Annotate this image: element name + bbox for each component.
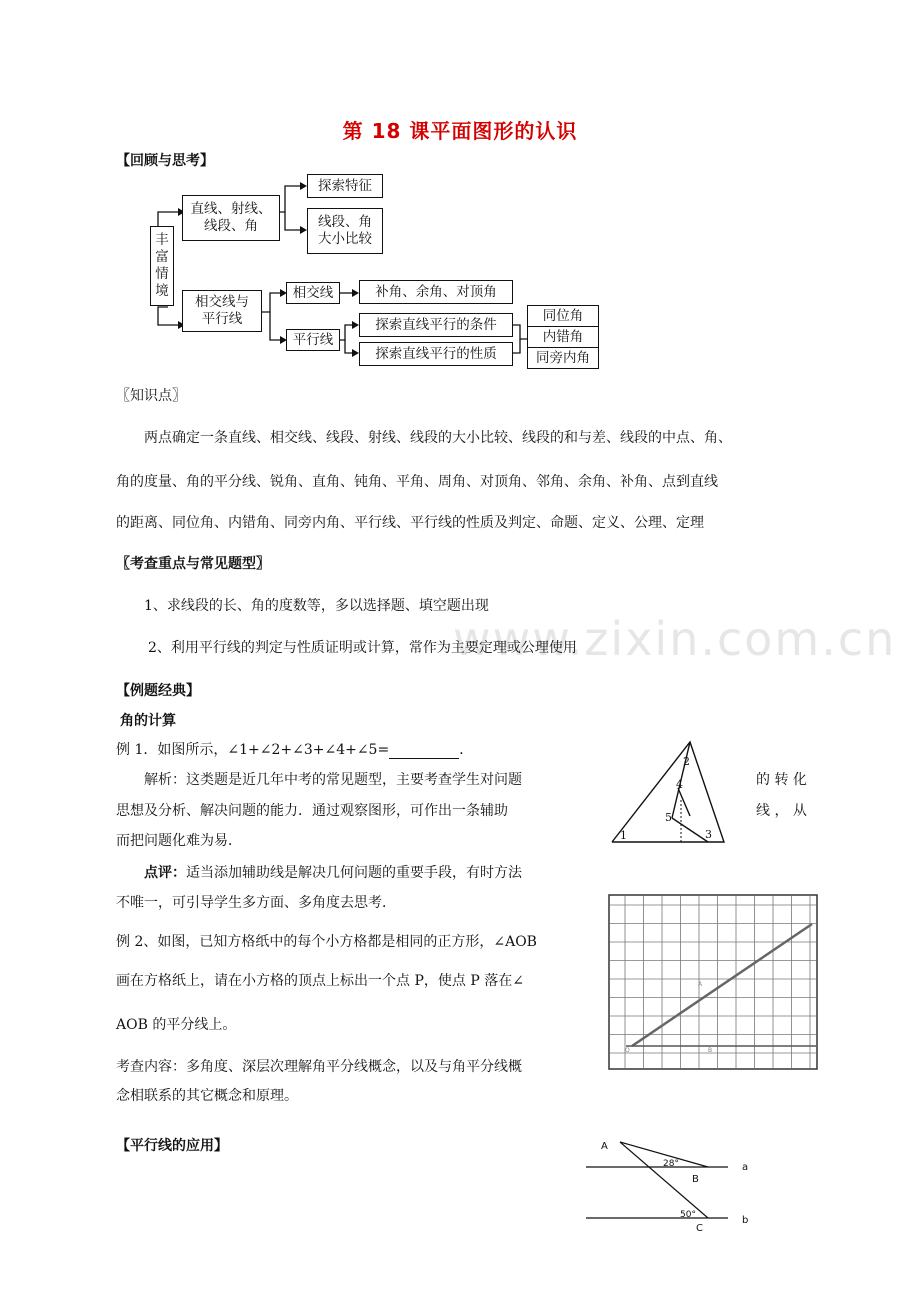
example1-question-end: ． <box>459 742 474 758</box>
corresponding-angle-box: 同位角 <box>527 305 599 327</box>
figure-label-3: 3 <box>705 828 712 841</box>
grid-label-A: A <box>698 981 703 988</box>
grid-label-B: B <box>708 1047 713 1054</box>
line-label-b: b <box>742 1215 749 1226</box>
parallel-label-B: B <box>692 1174 699 1185</box>
focus-heading: 〖考查重点与常见题型〗 <box>116 556 270 572</box>
figure-label-2: 2 <box>683 755 690 768</box>
branch-lines-relation-box: 相交线与 平行线 <box>182 290 262 332</box>
example1-question-text: 例 1．如图所示，∠1+∠2+∠3+∠4+∠5= <box>116 742 390 758</box>
parallel-heading: 【平行线的应用】 <box>116 1138 228 1154</box>
example2-line: 例 2、如图，已知方格纸中的每个小方格都是相同的正方形，∠AOB <box>116 934 537 950</box>
angle-label-28: 28° <box>663 1159 679 1169</box>
triangle-figure <box>608 738 728 848</box>
page-title: 第 18 课平面图形的认识 <box>342 119 578 143</box>
angle-kinds-box: 补角、余角、对顶角 <box>359 280 513 304</box>
knowledge-line: 两点确定一条直线、相交线、线段、射线、线段的大小比较、线段的和与差、线段的中点、角、 <box>144 430 732 446</box>
example1-review-line: 不唯一，可引导学生多方面、多角度去思考． <box>116 895 396 911</box>
example1-analysis-line: 解析：这类题是近几年中考的常见题型，主要考查学生对问题 <box>144 772 522 788</box>
parallel-conditions-box: 探索直线平行的条件 <box>359 313 513 337</box>
focus-item: 1、求线段的长、角的度数等，多以选择题、填空题出现 <box>144 598 489 614</box>
review-text: 适当添加辅助线是解决几何问题的重要手段，有时方法 <box>186 865 522 881</box>
branch-lines-box: 直线、射线、 线段、角 <box>182 195 280 241</box>
example1-analysis-tail: 线 ， 从 <box>756 803 807 819</box>
intersecting-lines-box: 相交线 <box>286 282 340 304</box>
grid-figure <box>608 894 818 1070</box>
focus-item: 2、利用平行线的判定与性质证明或计算，常作为主要定理或公理使用 <box>148 640 577 656</box>
knowledge-line: 角的度量、角的平分线、锐角、直角、钝角、平角、周角、对顶角、邻角、余角、补角、点到直线 <box>116 474 718 490</box>
review-label: 点评： <box>144 865 186 881</box>
grid-label-O: O <box>625 1047 630 1054</box>
figure-label-1: 1 <box>620 829 627 842</box>
root-box: 丰 富 情 境 <box>150 226 174 306</box>
watermark: www.zixin.com.cn <box>453 612 897 666</box>
parallel-lines-figure <box>580 1130 760 1235</box>
knowledge-heading: 〖知识点〗 <box>116 388 186 404</box>
figure-label-5: 5 <box>665 811 672 824</box>
review-heading: 【回顾与思考】 <box>116 153 214 169</box>
example1-analysis-line: 思想及分析、解决问题的能力．通过观察图形，可作出一条辅助 <box>116 803 508 819</box>
answer-blank <box>389 744 459 759</box>
examples-heading: 【例题经典】 <box>116 683 200 699</box>
parallel-label-A: A <box>601 1141 608 1152</box>
explore-features-box: 探索特征 <box>307 174 383 198</box>
knowledge-line: 的距离、同位角、内错角、同旁内角、平行线、平行线的性质及判定、命题、定义、公理、定理 <box>116 515 704 531</box>
angle-calc-subheading: 角的计算 <box>120 713 176 729</box>
compare-size-box: 线段、角 大小比较 <box>307 208 383 254</box>
alternate-angle-box: 内错角 <box>527 326 599 348</box>
example2-content: 考查内容：多角度、深层次理解角平分线概念，以及与角平分线概 <box>116 1059 522 1075</box>
figure-label-4: 4 <box>676 778 683 791</box>
example2-content: 念相联系的其它概念和原理。 <box>116 1088 298 1104</box>
same-side-angle-box: 同旁内角 <box>527 347 599 369</box>
parallel-label-C: C <box>696 1223 703 1234</box>
example1-question <box>116 739 473 759</box>
line-label-a: a <box>742 1162 749 1173</box>
example1-analysis-line: 而把问题化难为易． <box>116 833 242 849</box>
angle-label-50: 50° <box>680 1210 696 1220</box>
example1-review <box>144 862 522 882</box>
example1-analysis-tail: 的 转 化 <box>756 772 807 788</box>
parallel-properties-box: 探索直线平行的性质 <box>359 342 513 366</box>
example2-line: 画在方格纸上，请在小方格的顶点上标出一个点 P，使点 P 落在∠ <box>116 973 524 989</box>
example2-line: AOB 的平分线上。 <box>116 1017 237 1033</box>
parallel-lines-box: 平行线 <box>286 329 340 351</box>
